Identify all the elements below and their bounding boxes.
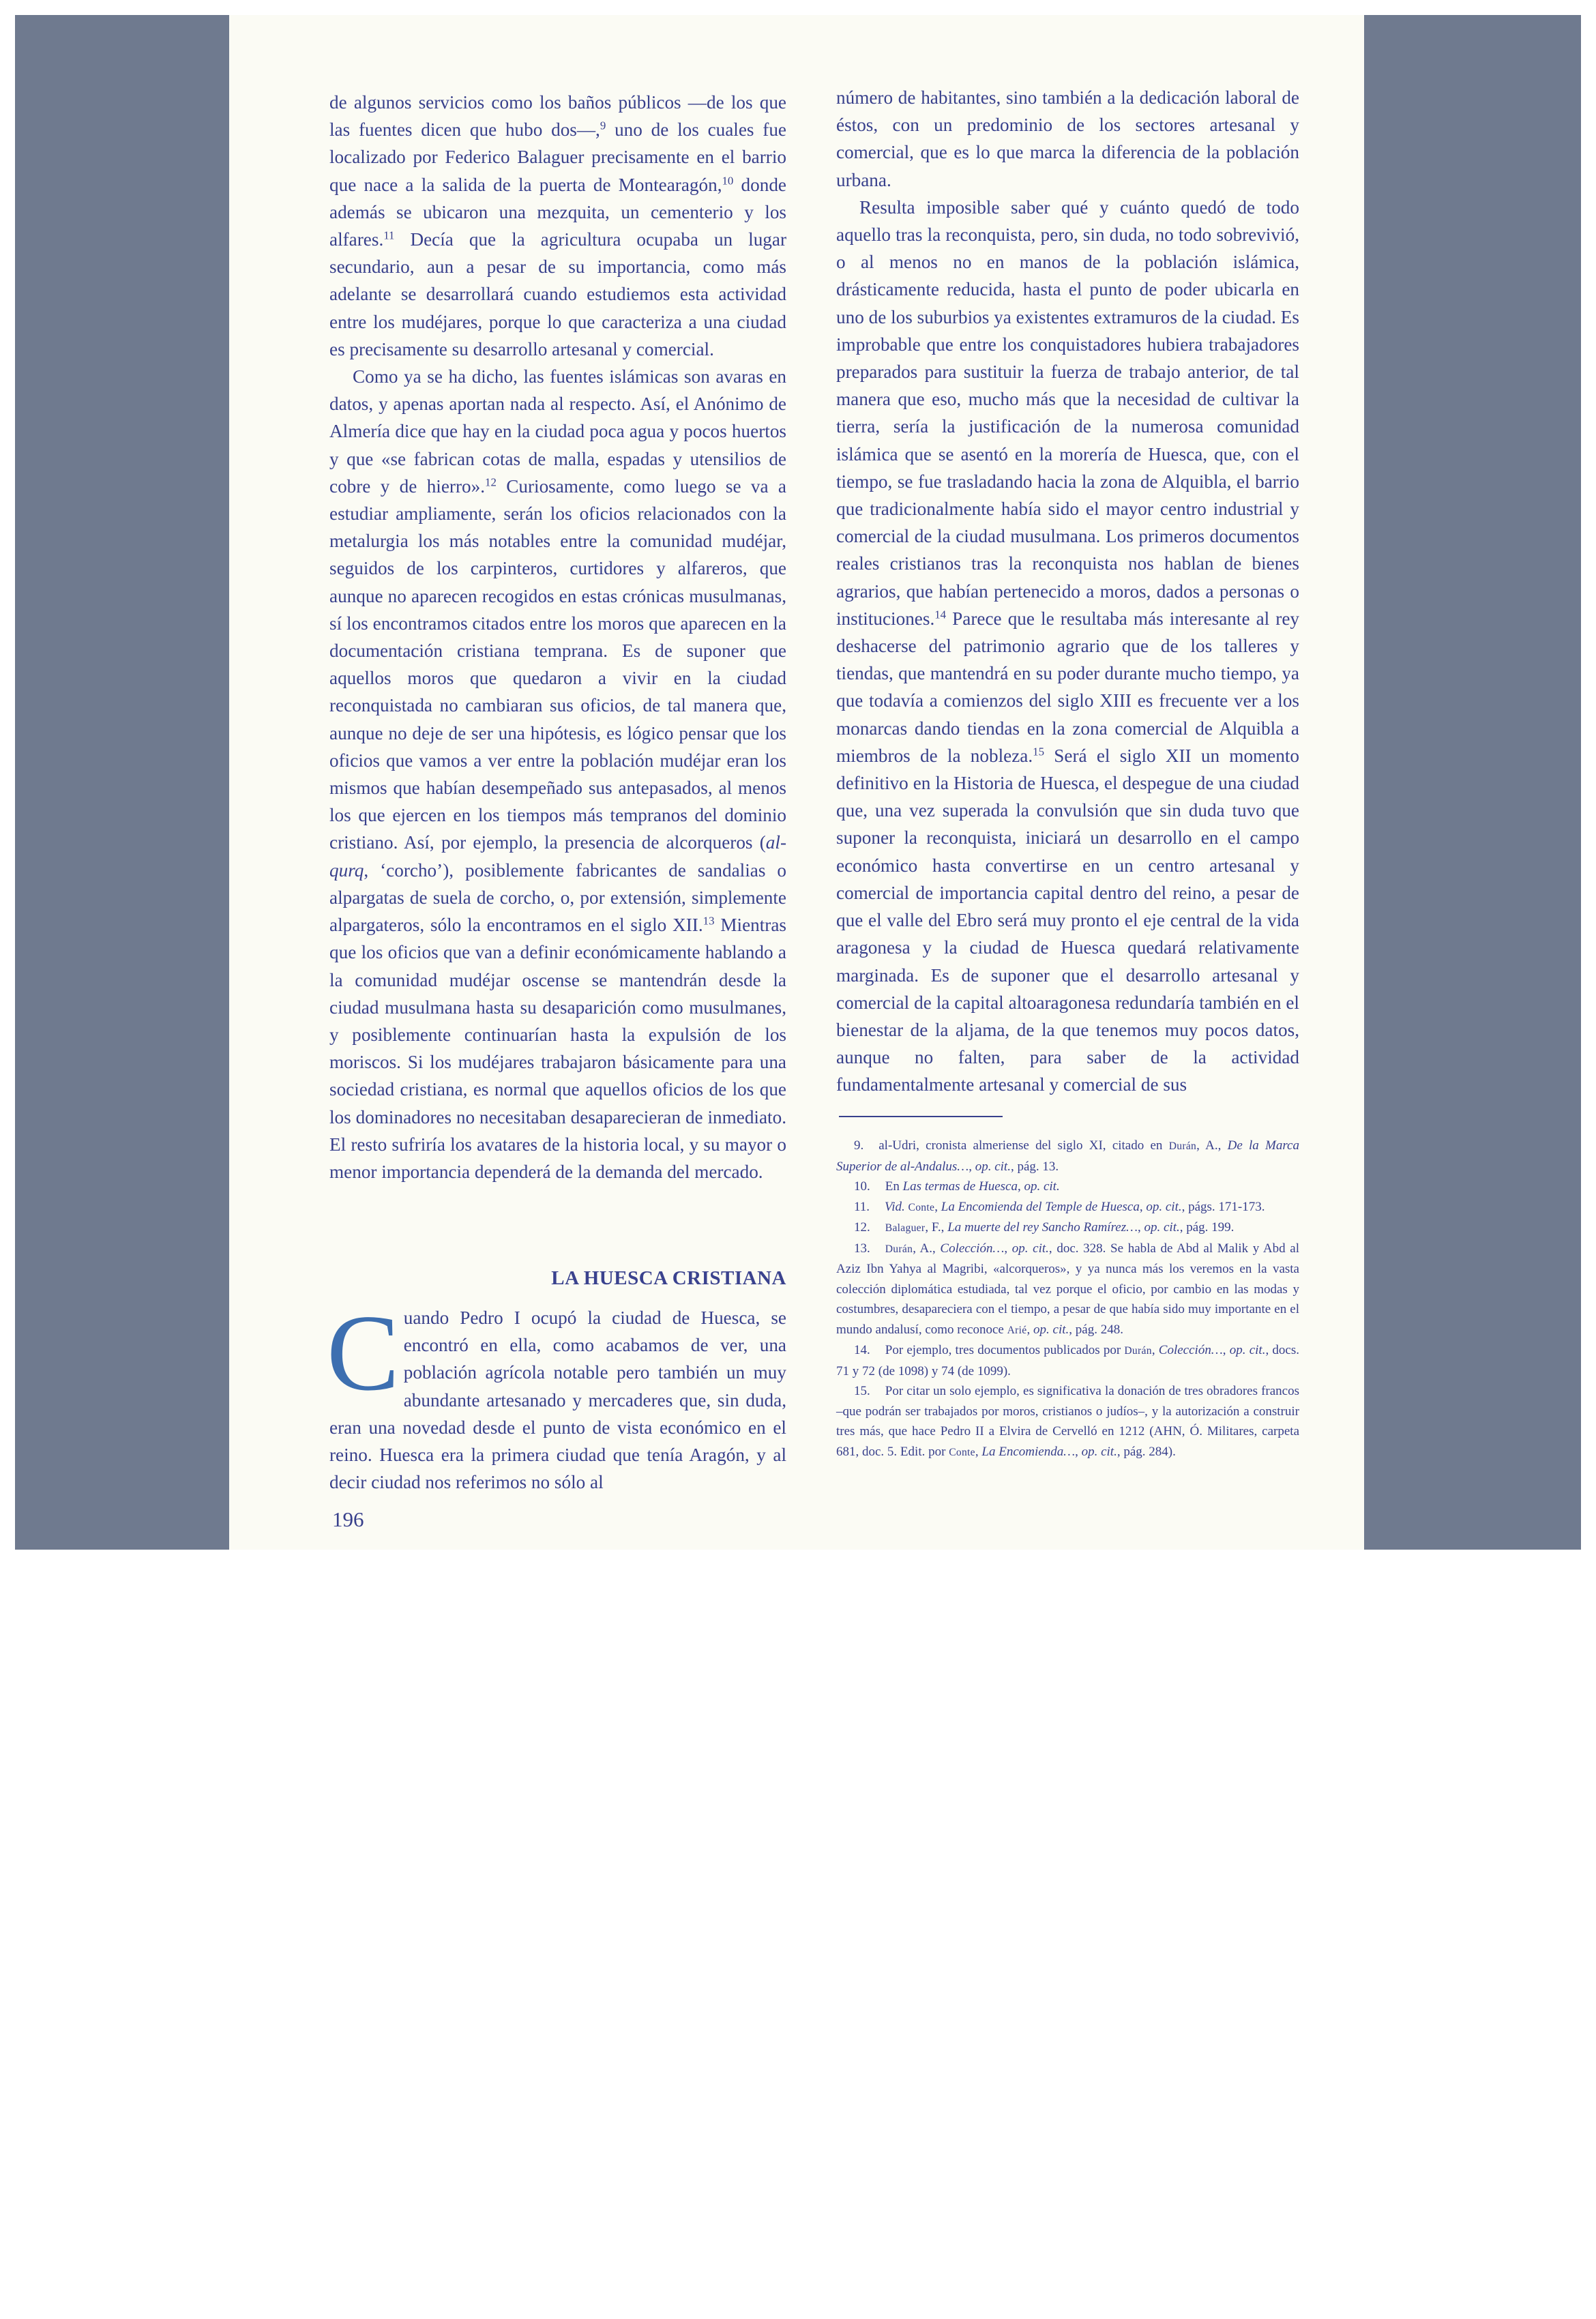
- italic-text: op. cit.: [975, 1159, 1011, 1174]
- footnote-number: 15.: [854, 1384, 870, 1398]
- footnote: 15. Por citar un solo ejemplo, es significativa la donación de tres obradores francos –que podrán ser trabajados por moros, cristianos o judíos–, y la autorización a construir tres más, que hace Pedro II a Elvira de Cervelló en 1212 (AHN, Ó. Militares, carpeta 681, doc. 5. Edit. por Conte, La Encomienda…, op. cit., pág. 284).: [836, 1384, 1299, 1459]
- paragraph: de algunos servicios como los baños públicos —de los que las fuentes dicen que hubo dos—,$^9$ uno de los cuales fue localizado por Federico Balaguer precisamente en el barrio que nace a la salida de la puerta de Montearagón,$^{10}$ donde además se ubicaron una mezquita, un cementerio y los alfares.$^{11}$ Decía que la agricultura ocupaba un lugar secundario, aun a pesar de su importancia, como más adelante se desarrollará cuando estudiemos esta actividad entre los mudéjares, porque lo que caracteriza a una ciudad es precisamente su desarrollo artesanal y comercial.: [329, 92, 786, 359]
- footnote-separator: [839, 1116, 1003, 1117]
- italic-text: op. cit.: [1081, 1444, 1117, 1459]
- italic-text: op. cit.: [1033, 1322, 1069, 1337]
- footnote-ref: 12: [485, 475, 497, 489]
- italic-text: La muerte del rey Sancho Ramírez…: [947, 1220, 1138, 1235]
- author-name: Arié: [1007, 1324, 1027, 1336]
- footnote-ref: 14: [934, 608, 947, 621]
- italic-text: op. cit.: [1229, 1343, 1266, 1357]
- italic-text: La Encomienda…: [981, 1444, 1076, 1459]
- footnotes: [836, 1136, 1299, 1462]
- italic-text: Las termas de Huesca: [902, 1179, 1018, 1194]
- footnote-number: 13.: [854, 1241, 870, 1256]
- footnote: 9. al-Udri, cronista almeriense del siglo XI, citado en Durán, A., De la Marca Superior de al-Andalus…, op. cit., pág. 13.: [836, 1138, 1299, 1174]
- footnote: 12. Balaguer, F., La muerte del rey Sancho Ramírez…, op. cit., pág. 199.: [854, 1220, 1235, 1235]
- italic-text: op. cit.: [1146, 1199, 1182, 1214]
- author-name: Durán: [1124, 1345, 1152, 1357]
- italic-text: op. cit.: [1024, 1179, 1060, 1194]
- footnote-ref: 9: [600, 119, 606, 132]
- italic-text: De la Marca Superior de al-Andalus…: [836, 1138, 1299, 1174]
- footnote: 10. En Las termas de Huesca, op. cit.: [854, 1179, 1060, 1194]
- author-name: Conte: [949, 1446, 975, 1458]
- footnote-ref: 11: [383, 228, 395, 242]
- footnote: 13. Durán, A., Colección…, op. cit., doc. 328. Se habla de Abd al Malik y Abd al Aziz Ibn Yahya al Magribi, «alcorqueros», y ya nunca más los veremos en la vasta colección diplomática estudiada, tal vez porque el oficio, por cambio en las modas y costumbres, desapareciera con el tiempo, a pesar de que había sido muy importante en el mundo andalusí, como reconoce Arié, op. cit., pág. 248.: [836, 1241, 1299, 1337]
- footnote-number: 12.: [854, 1220, 870, 1235]
- italic-text: Colección…: [940, 1241, 1005, 1256]
- drop-cap: C: [327, 1292, 400, 1413]
- footnote-number: 10.: [854, 1179, 870, 1194]
- paragraph: Resulta imposible saber qué y cuánto quedó de todo aquello tras la reconquista, pero, sin duda, no todo sobrevivió, o al menos no en manos de la población islámica, drásticamente reducida, hasta el punto de poder ubicarla en uno de los suburbios ya existentes extramuros de la ciudad. Es improbable que entre los conquistadores hubiera trabajadores preparados para sustituir la fuerza de trabajo anterior, de tal manera que eso, mucho más que la necesidad de cultivar la tierra, sería la justificación de la numerosa comunidad islámica que se asentó en la morería de Huesca, que, con el tiempo, se fue trasladando hacia la zona de Alquibla, el barrio que tradicionalmente había sido el mayor centro industrial y comercial de la ciudad musulmana. Los primeros documentos reales cristianos tras la reconquista nos hablan de bienes agrarios, que habían pertenecido a moros, dados a personas o instituciones.$^{14}$ Parece que le resultaba más interesante al rey deshacerse del patrimonio agrario que de los talleres y tiendas, que mantendrá en su poder durante mucho tiempo, ya que todavía a comienzos del siglo XIII es frecuente ver a los monarcas dando tiendas en la zona comercial de Alquibla a miembros de la nobleza.$^{15}$ Será el siglo XII un momento definitivo en la Historia de Huesca, el despegue de una ciudad que, una vez superada la convulsión que sin duda tuvo que suponer la reconquista, iniciará un desarrollo en el campo económico hasta convertirse en un centro artesanal y comercial de importancia capital dentro del reino, a pesar de que el valle del Ebro será muy pronto el eje central de la vida aragonesa y la ciudad de Huesca quedará relativamente marginada. Es de suponer que el desarrollo artesanal y comercial de la capital altoaragonesa redundaría también en el bienestar de la aljama, de la que tenemos muy pocos datos, aunque no falten, para saber de la actividad fundamentalmente artesanal y comercial de sus: [836, 196, 1299, 1095]
- section-heading: LA HUESCA CRISTIANA: [551, 1267, 786, 1289]
- section-body-text: uando Pedro I ocupó la ciudad de Huesca, se encontró en ella, como acabamos de ver, una población agrícola notable pero también un muy abundante artesanado y mercaderes que, sin duda, eran una novedad desde el punto de vista económico en el reino. Huesca era la primera ciudad que tenía Aragón, y al decir ciudad nos referimos no sólo al: [329, 1308, 786, 1493]
- paragraph: número de habitantes, sino también a la dedicación laboral de éstos, con un predominio de los sectores artesanal y comercial, que es lo que marca la diferencia de la población urbana.: [836, 87, 1299, 190]
- footnote: 11. Vid. Conte, La Encomienda del Temple de Huesca, op. cit., págs. 171-173.: [854, 1199, 1265, 1214]
- italic-text: op. cit.: [1144, 1220, 1180, 1235]
- footnote-ref: 15: [1033, 745, 1044, 758]
- italic-text: Vid.: [885, 1199, 905, 1214]
- section-body: [327, 1292, 786, 1496]
- right-column: [836, 84, 1299, 1099]
- italic-text: La Encomienda del Temple de Huesca: [941, 1199, 1140, 1214]
- page-number: 196: [332, 1507, 364, 1531]
- paragraph: Como ya se ha dicho, las fuentes islámicas son avaras en datos, y apenas aportan nada al respecto. Así, el Anónimo de Almería dice que hay en la ciudad poca agua y pocos huertos y que «se fabrican cotas de malla, espadas y utensilios de cobre y de hierro».$^{12}$ Curiosamente, como luego se va a estudiar ampliamente, serán los oficios relacionados con la metalurgia los más notables entre la comunidad mudéjar, seguidos de los carpinteros, curtidores y alfareros, que aunque no aparecen recogidos en estas crónicas musulmanas, sí los encontramos citados entre los moros que aparecen en la documentación cristiana temprana. Es de suponer que aquellos moros que quedaron a vivir en la ciudad reconquistada no cambiaran sus oficios, de tal manera que, aunque no deje de ser una hipótesis, es lógico pensar que los oficios que vamos a ver entre la población mudéjar eran los mismos que habían desempeñado sus antepasados, al menos los que ejercen en los tiempos más tempranos del dominio cristiano. Así, por ejemplo, la presencia de alcorqueros (al-qurq, ‘corcho’), posiblemente fabricantes de sandalias o alpargatas de suela de corcho, o, por extensión, simplemente alpargateros, sólo la encontramos en el siglo XII.$^{13}$ Mientras que los oficios que van a definir económicamente hablando a la comunidad mudéjar oscense se mantendrán desde la ciudad musulmana hasta su desaparición como musulmanes, y posiblemente continuarían hasta la expulsión de los moriscos. Si los mudéjares trabajaron básicamente para una sociedad cristiana, es normal que aquellos oficios de los que los dominadores no necesitaban desaparecieran de inmediato. El resto sufriría los avatares de la historia local, y su mayor o menor importancia dependerá de la demanda del mercado.: [329, 366, 787, 1182]
- italic-text: Colección…: [1158, 1343, 1223, 1357]
- footnote-number: 9.: [854, 1138, 864, 1153]
- italic-text: op. cit.: [1011, 1241, 1049, 1256]
- footnote-ref: 13: [703, 914, 715, 928]
- author-name: Durán: [885, 1243, 913, 1255]
- footnote: 14. Por ejemplo, tres documentos publicados por Durán, Colección…, op. cit., docs. 71 y 72 (de 1098) y 74 (de 1099).: [836, 1343, 1300, 1378]
- footnote-number: 14.: [854, 1343, 870, 1357]
- footnote-number: 11.: [854, 1199, 870, 1214]
- left-column: [329, 89, 786, 1185]
- author-name: Durán: [1168, 1140, 1197, 1152]
- author-name: Balaguer: [885, 1222, 926, 1234]
- footnote-ref: 10: [722, 174, 734, 188]
- author-name: Conte: [908, 1201, 935, 1213]
- italic-text: al-qurq: [329, 832, 786, 881]
